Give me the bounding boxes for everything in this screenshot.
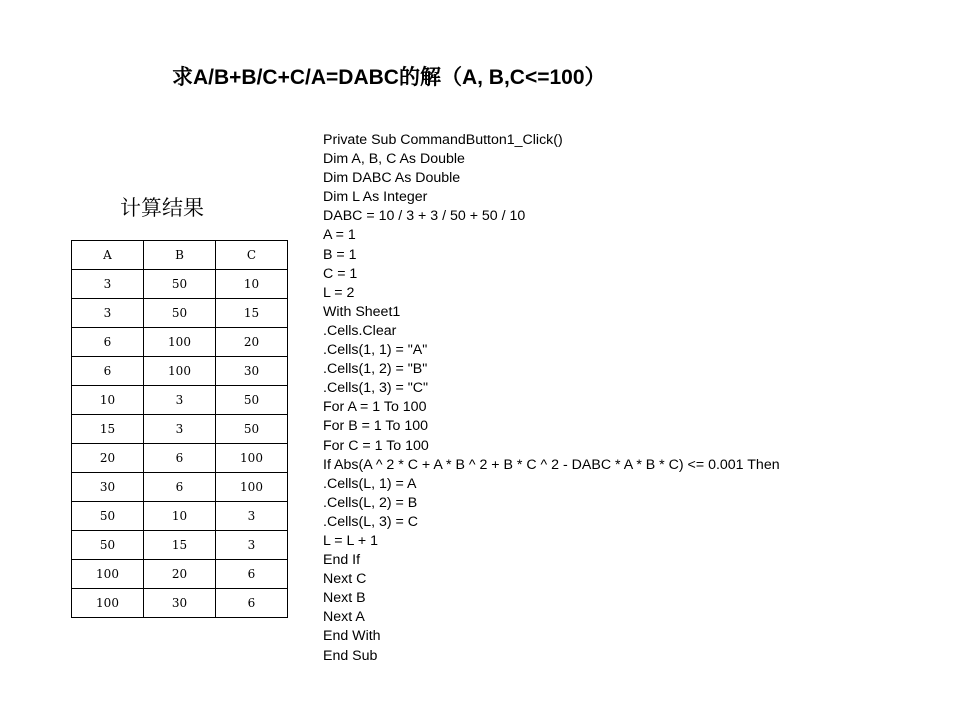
table-row: [72, 386, 288, 415]
table-cell: 3: [72, 270, 144, 299]
table-row: [72, 502, 288, 531]
table-cell: 6: [144, 444, 216, 473]
code-line: .Cells(L, 2) = B: [323, 494, 418, 511]
table-row: [72, 589, 288, 618]
result-heading: 计算结果: [120, 197, 204, 220]
code-line: Dim A, B, C As Double: [323, 151, 465, 168]
table-row: [72, 473, 288, 502]
table-cell: 15: [144, 531, 216, 560]
code-line: B = 1: [323, 246, 357, 263]
table-row: [72, 415, 288, 444]
table-cell: 15: [72, 415, 144, 444]
code-line: .Cells(L, 1) = A: [323, 475, 417, 492]
table-cell: 6: [72, 357, 144, 386]
code-line: DABC = 10 / 3 + 3 / 50 + 50 / 10: [323, 208, 526, 225]
code-line: L = 2: [323, 284, 355, 301]
code-line: .Cells(1, 3) = "C": [323, 380, 429, 397]
table-cell: 10: [72, 386, 144, 415]
table-cell: 3: [144, 415, 216, 444]
column-header-a: A: [72, 241, 144, 270]
code-line: For C = 1 To 100: [323, 437, 429, 454]
table-cell: 100: [216, 444, 288, 473]
code-line: Dim L As Integer: [323, 189, 428, 206]
table-row: [72, 560, 288, 589]
code-line: C = 1: [323, 265, 358, 282]
table-cell: 30: [72, 473, 144, 502]
code-line: For A = 1 To 100: [323, 399, 427, 416]
column-header-c: C: [216, 241, 288, 270]
table-cell: 3: [216, 502, 288, 531]
table-cell: 10: [144, 502, 216, 531]
table-cell: 100: [144, 357, 216, 386]
table-cell: 3: [216, 531, 288, 560]
table-cell: 100: [72, 589, 144, 618]
table-cell: 10: [216, 270, 288, 299]
table-cell: 3: [72, 299, 144, 328]
table-cell: 50: [72, 502, 144, 531]
result-table-body: [72, 241, 288, 618]
table-cell: 30: [144, 589, 216, 618]
code-line: For B = 1 To 100: [323, 418, 429, 435]
column-header-b: B: [144, 241, 216, 270]
code-line: Dim DABC As Double: [323, 170, 461, 187]
code-line: A = 1: [323, 227, 356, 244]
code-line: .Cells(1, 2) = "B": [323, 361, 428, 378]
table-cell: 6: [144, 473, 216, 502]
table-cell: 50: [72, 531, 144, 560]
code-line: End If: [323, 552, 361, 569]
table-cell: 50: [144, 270, 216, 299]
table-cell: 6: [72, 328, 144, 357]
table-cell: 50: [216, 415, 288, 444]
table-cell: 100: [216, 473, 288, 502]
table-cell: 30: [216, 357, 288, 386]
table-cell: 20: [216, 328, 288, 357]
table-cell: 20: [72, 444, 144, 473]
code-line: End With: [323, 628, 381, 645]
table-row: [72, 444, 288, 473]
code-line: .Cells.Clear: [323, 322, 397, 339]
table-cell: 6: [216, 560, 288, 589]
code-line: With Sheet1: [323, 303, 401, 320]
table-cell: 20: [144, 560, 216, 589]
vba-code-listing: [323, 131, 780, 666]
page-title: 求A/B+B/C+C/A=DABC的解（A, B,C<=100）: [172, 66, 606, 89]
code-line: End Sub: [323, 647, 378, 664]
table-cell: 50: [216, 386, 288, 415]
table-cell: 50: [144, 299, 216, 328]
code-line: .Cells(1, 1) = "A": [323, 342, 428, 359]
table-row: [72, 299, 288, 328]
table-row: [72, 357, 288, 386]
result-table: [71, 240, 288, 618]
table-row: [72, 270, 288, 299]
code-line: Private Sub CommandButton1_Click(): [323, 132, 563, 148]
table-cell: 6: [216, 589, 288, 618]
table-cell: 15: [216, 299, 288, 328]
code-line: L = L + 1: [323, 532, 378, 549]
table-cell: 100: [72, 560, 144, 589]
code-line: If Abs(A ^ 2 * C + A * B ^ 2 + B * C ^ 2 - DABC * A * B * C) <= 0.001 Then: [323, 456, 780, 473]
code-line: Next B: [323, 590, 366, 607]
code-line: .Cells(L, 3) = C: [323, 513, 419, 530]
table-header-row: [72, 241, 288, 270]
table-row: [72, 531, 288, 560]
code-line: Next C: [323, 571, 367, 588]
code-line: Next A: [323, 609, 365, 626]
table-row: [72, 328, 288, 357]
table-cell: 100: [144, 328, 216, 357]
table-cell: 3: [144, 386, 216, 415]
